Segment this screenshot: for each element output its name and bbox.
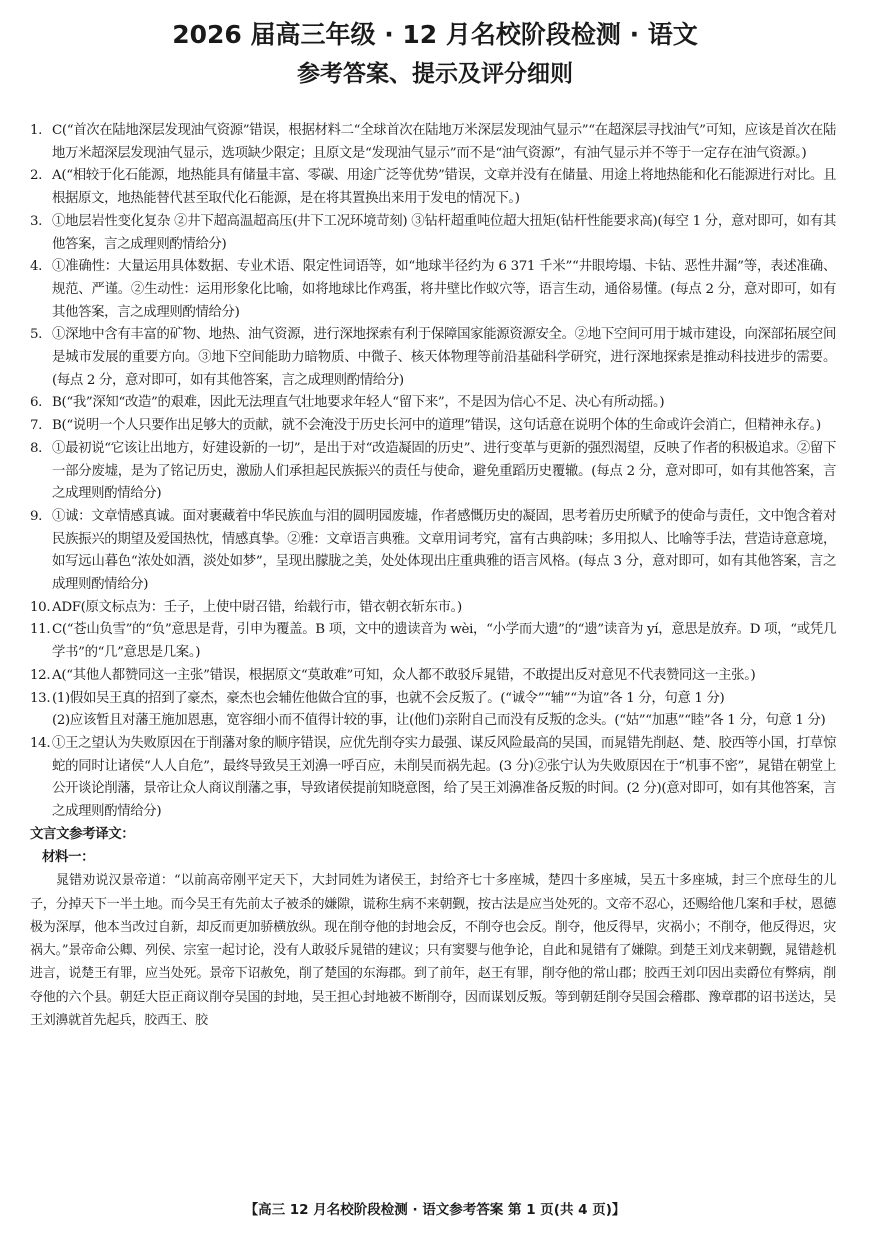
answer-item-4 [30, 256, 836, 324]
answer-item-5 [30, 324, 836, 392]
answer-item-10 [30, 597, 836, 620]
answer-key-subtitle: 参考答案、提示及评分细则 [297, 61, 573, 87]
translation-heading: 文言文参考译文： [30, 826, 135, 842]
answer-number: 9. [30, 508, 43, 524]
answer-number: 13. [30, 690, 51, 706]
page-footer: 【高三 12 月名校阶段检测 · 语文参考答案 第 1 页(共 4 页)】 [244, 1202, 626, 1218]
material-one-heading: 材料一： [42, 849, 95, 865]
answer-text: B(“说明一个人只要作出足够大的贡献，就不会淹没于历史长河中的道理”错误，这句话意在说明个体的生命或许会消亡，但精神永存。) [52, 418, 821, 434]
answer-item-2 [30, 165, 836, 210]
answer-number: 8. [30, 440, 43, 456]
answer-item-12 [30, 665, 836, 688]
exam-title: 2026 届高三年级 · 12 月名校阶段检测 · 语文 [172, 20, 698, 49]
answer-number: 3. [30, 213, 43, 229]
answer-text: ①王之望认为失败原因在于削藩对象的顺序错误，应优先削夺实力最强、谋反风险最高的吴国，而晁错先削赵、楚、胶西等小国，打草惊蛇的同时让诸侯“人人自危”，最终导致吴王刘濞一呼百应，未削吴而祸先起。(3 分)②张宁认为失败原因在于“机事不密”，晁错在朝堂上公开谈论削藩，景帝让众人商议削藩之事，导致诸侯提前知晓意图，给了吴王刘濞准备反叛的时间。(2 分)(意对即可，如有其他答案，言之成理则酌情给分) [52, 735, 836, 820]
answer-number: 10. [30, 599, 51, 615]
answer-text: B(“我”深知“改造”的艰难，因此无法理直气壮地要求年轻人“留下来”，不是因为信心不足、决心有所动摇。) [52, 395, 665, 411]
answer-text: A(“其他人都赞同这一主张”错误，根据原文“莫敢难”可知，众人都不敢驳斥晁错，不敢提出反对意见不代表赞同这一主张。) [52, 667, 756, 683]
answer-text: ①深地中含有丰富的矿物、地热、油气资源，进行深地探索有利于保障国家能源资源安全。②地下空间可用于城市建设，向深部拓展空间是城市发展的重要方向。③地下空间能助力暗物质、中微子、核天体物理等前沿基础科学研究，进行深地探索是推动科技进步的需要。(每点 2 分，意对即可，如有其他答案，言之成理则酌情给分) [52, 327, 836, 388]
answer-number: 5. [30, 327, 43, 343]
answer-number: 1. [30, 123, 43, 138]
answer-number: 11. [30, 622, 51, 638]
answer-item-6 [30, 392, 836, 415]
answer-number: 12. [30, 667, 51, 683]
answer-text: C(“首次在陆地深层发现油气资源”错误，根据材料二“全球首次在陆地万米深层发现油气显示”“在超深层寻找油气”可知，应该是首次在陆地万米超深层发现油气显示，选项缺少限定；且原文是“发现油气显示”而不是“油气资源”，有油气显示并不等于一定存在油气资源。) [52, 123, 837, 161]
answer-text: A(“相较于化石能源，地热能具有储量丰富、零碳、用途广泛等优势”错误，文章并没有在储量、用途上将地热能和化石能源进行对比。且根据原文，地热能替代甚至取代化石能源，是在将其置换出来用于发电的情况下。) [52, 168, 836, 207]
answer-text: C(“苍山负雪”的“负”意思是背，引申为覆盖。B 项，文中的遗读音为 wèi，“小学而大遗”的“遗”读音为 yí，意思是放弃。D 项，“或凭几学书”的“几”意思是几案。) [52, 622, 836, 661]
answer-number: 14. [30, 735, 51, 751]
answer-text: ①最初说“它该让出地方，好建设新的一切”，是出于对“改造凝固的历史”、进行变革与更新的强烈渴望，反映了作者的积极追求。②留下一部分废墟，是为了铭记历史，激励人们承担起民族振兴的责任与使命，避免重蹈历史覆辙。(每点 2 分，意对即可，如有其他答案，言之成理则酌情给分) [52, 440, 836, 502]
answer-item-14 [30, 733, 836, 824]
answer-item-11 [30, 619, 836, 664]
answer-number: 2. [30, 168, 43, 184]
answer-number: 6. [30, 395, 43, 411]
answer-number: 7. [30, 418, 43, 434]
answer-item-3 [30, 211, 836, 256]
answer-text: ①地层岩性变化复杂 ②井下超高温超高压(井下工况环境苛刻) ③钻杆超重吨位超大扭矩(钻杆性能要求高)(每空 1 分，意对即可，如有其他答案，言之成理则酌情给分) [52, 213, 836, 252]
answer-text: ADF(原文标点为：壬子，上使中尉召错，绐载行市，错衣朝衣斩东市。) [52, 599, 462, 615]
answer-item-1 [30, 120, 836, 165]
answer-item-9 [30, 506, 836, 597]
answer-text: (1)假如吴王真的招到了豪杰，豪杰也会辅佐他做合宜的事，也就不会反叛了。(“诚令”“辅”“为谊”各 1 分，句意 1 分) [52, 690, 725, 706]
translation-paragraph: 晁错劝说汉景帝道：“以前高帝刚平定天下，大封同姓为诸侯王，封给齐七十多座城，楚四十多座城，吴五十多座城，封三个庶母生的儿子，分掉天下一半土地。而今吴王有先前太子被杀的嫌隙，谎称生病不来朝觐，按古法是应当处死的。文帝不忍心，还赐给他几案和手杖，恩德极为深厚，他本当改过自新，却反而更加骄横放纵。现在削夺他的封地会反，不削夺也会反。削夺，他反得早，灾祸小；不削夺，他反得迟，灾祸大。”景帝命公卿、列侯、宗室一起讨论，没有人敢驳斥晁错的建议；只有窦婴与他争论，自此和晁错有了嫌隙。到楚王刘戊来朝觐，晁错趁机进言，说楚王有罪，应当处死。景帝下诏赦免，削了楚国的东海郡。到了前年，赵王有罪，削夺他的常山郡；胶西王刘卬因出卖爵位有弊病，削夺他的六个县。朝廷大臣正商议削夺吴国的封地，吴王担心封地被不断削夺，因而谋划反叛。等到朝廷削夺吴国会稽郡、豫章郡的诏书送达，吴王刘濞就首先起兵，胶西王、胶 [30, 873, 836, 1028]
answer-body [30, 120, 836, 1032]
answer-item-8 [30, 438, 836, 506]
answer-text-part-2: (2)应该暂且对藩王施加恩惠，宽容细小而不值得计较的事，让(他们)亲附自己而没有反叛的念头。(“姑”“加惠”“睦”各 1 分，句意 1 分) [52, 713, 826, 729]
answer-text: ①诚：文章情感真诚。面对裹藏着中华民族血与泪的圆明园废墟，作者感慨历史的凝固，思考着历史所赋予的使命与责任，文中饱含着对民族振兴的期望及爱国热忱，情感真挚。②雅：文章语言典雅。文章用词考究，富有古典韵味；多用拟人、比喻等手法，营造诗意意境，如写远山暮色“浓处如酒，淡处如梦”，呈现出朦胧之美，处处体现出庄重典雅的语言风格。(每点 3 分，意对即可，如有其他答案，言之成理则酌情给分) [52, 508, 836, 593]
answer-item-13 [30, 688, 836, 733]
answer-number: 4. [30, 259, 43, 275]
answer-text: ①准确性：大量运用具体数据、专业术语、限定性词语等，如“地球半径约为 6 371 千米”“井眼垮塌、卡钻、恶性井漏”等，表述准确、规范、严谨。②生动性：运用形象化比喻，如将地球比作鸡蛋，将井壁比作蚁穴等，语言生动，通俗易懂。(每点 2 分，意对即可，如有其他答案，言之成理则酌情给分) [52, 259, 836, 320]
answer-item-7 [30, 415, 836, 438]
